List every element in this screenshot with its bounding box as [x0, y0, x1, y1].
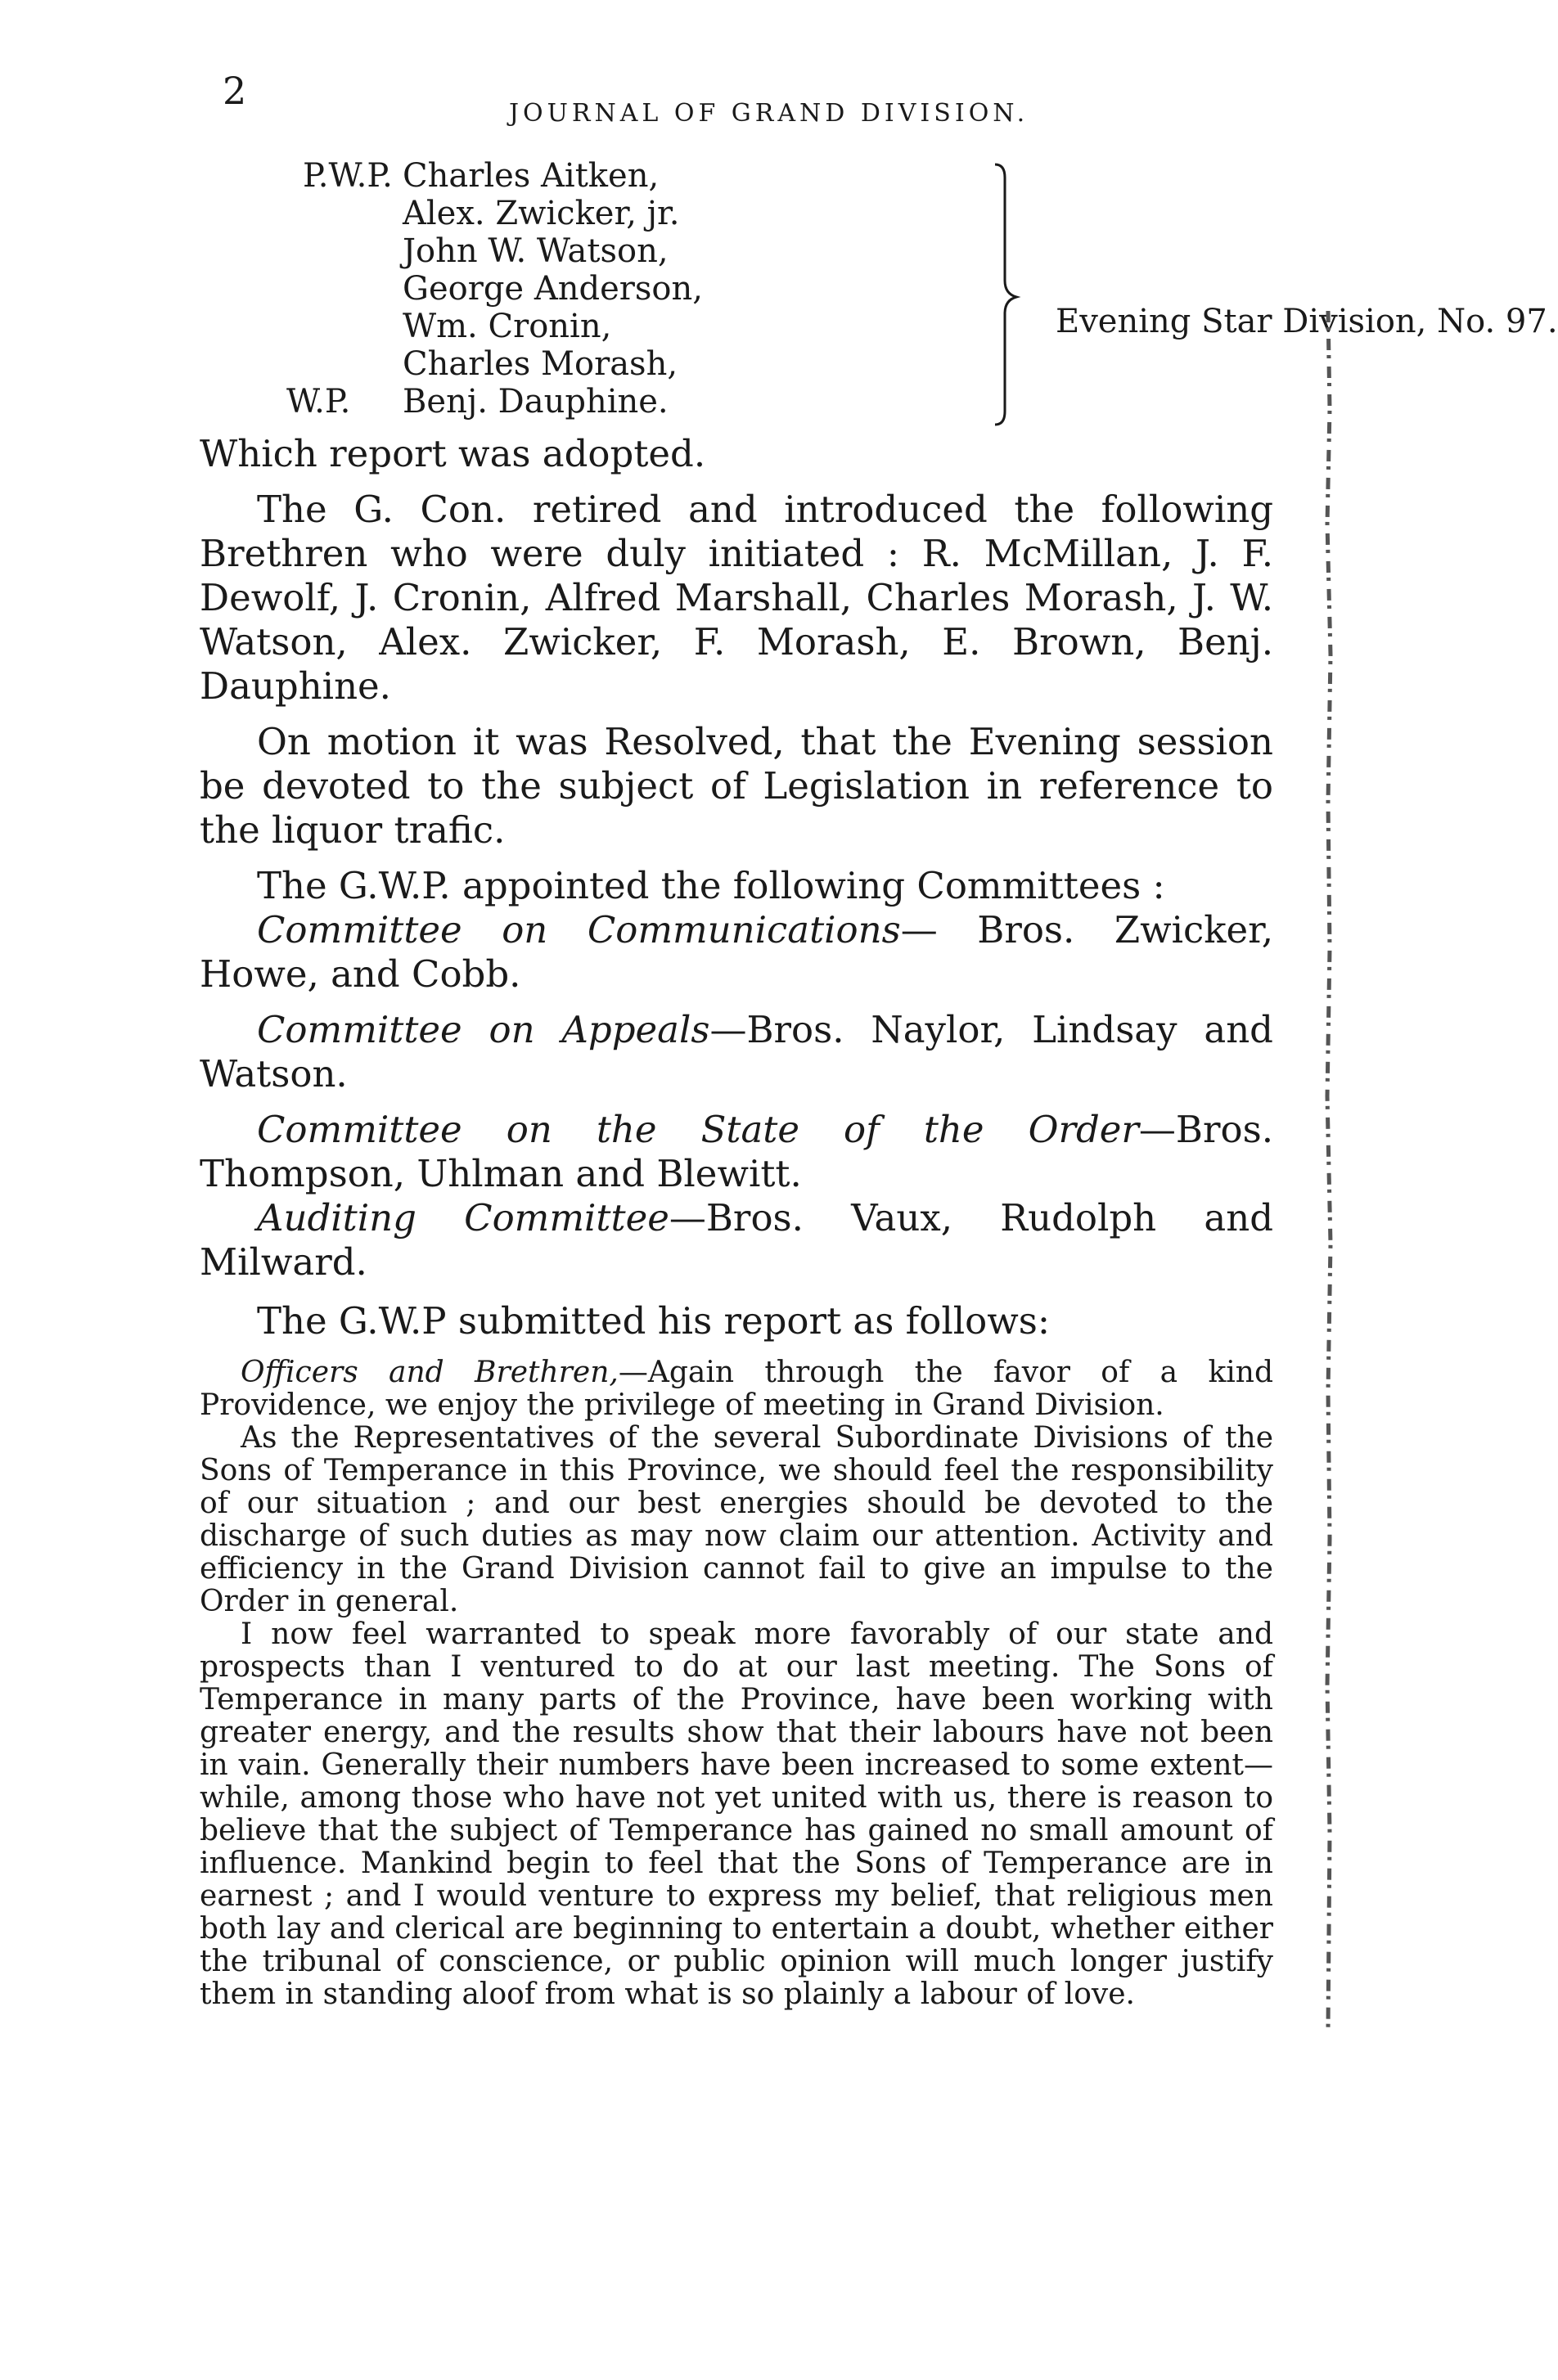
committee-members: —Bros. Thompson, Uhlman and Blewitt. [200, 1108, 1273, 1195]
committee-name: Auditing Committee [257, 1196, 669, 1239]
committee-members: — Bros. Zwicker, Howe, and Cobb. [200, 908, 1273, 996]
committee-name: Committee on Communications [257, 908, 901, 952]
officer-name: John W. Watson, [403, 232, 669, 270]
division-label: Evening Star Division, No. 97. [1056, 303, 1558, 340]
page-number: 2 [223, 69, 247, 113]
officer-row [286, 383, 669, 421]
committee-name: Committee on Appeals [257, 1008, 710, 1051]
committee-members: —Bros. Vaux, Rudolph and Milward. [200, 1196, 1274, 1284]
officer-row [403, 232, 669, 270]
officer-name: Charles Morash, [403, 345, 678, 383]
report-paragraph: As the Representatives of the several Subordinate Divisions of the Sons of Temperance in this Province, we should feel the responsibility of our situation ; and our best energies should be devoted to the discharge of such duties as may now claim our attention. Activity and efficiency in the Grand Division cannot fail to give an impulse to the Order in general. [200, 1421, 1273, 1618]
committee-name: Committee on the State of the Order [257, 1108, 1139, 1151]
officer-row [403, 345, 678, 383]
officer-row [403, 197, 679, 230]
right-brace-icon [992, 160, 1024, 430]
committee-auditing [200, 1196, 1273, 1284]
officer-name: George Anderson, [403, 270, 703, 308]
officer-title: W.P. [286, 383, 351, 421]
officer-row [303, 157, 660, 195]
paragraph-report-intro: The G.W.P submitted his report as follows: [257, 1299, 1051, 1343]
officer-row [403, 310, 611, 343]
officer-title: P.W.P. [303, 157, 393, 195]
committee-state-of-order [200, 1108, 1273, 1196]
report-salutation: Officers and Brethren, [241, 1356, 619, 1389]
committee-members: —Bros. Naylor, Lindsay and Watson. [200, 1008, 1273, 1096]
page-edge-shadow [1317, 311, 1341, 2029]
report-paragraph [200, 1356, 1273, 1422]
paragraph-committees-intro: The G.W.P. appointed the following Committees : [257, 864, 1165, 907]
report-opening-text: —Again through the favor of a kind Providence, we enjoy the privilege of meeting in Grand Division. [200, 1356, 1273, 1422]
paragraph-initiation: The G. Con. retired and introduced the following Brethren who were duly initiated : R. McMillan, J. F. Dewolf, J. Cronin, Alfred Marshall, Charles Morash, J. W. Watson, Alex. Zwicker, F. Morash, E. Brown, Benj. Dauphine. [200, 488, 1273, 708]
report-paragraph: I now feel warranted to speak more favorably of our state and prospects than I ventured to do at our last meeting. The Sons of Temperance in many parts of the Province, have been working with greater energy, and the results show that their labours have not been in vain. Generally their numbers have been increased to some extent—while, among those who have not yet united with us, there is reason to believe that the subject of Temperance has gained no small amount of influence. Mankind begin to feel that the Sons of Temperance are in earnest ; and I would venture to express my belief, that religious men both lay and clerical are beginning to entertain a doubt, whether either the tribunal of conscience, or public opinion will much longer justify them in standing aloof from what is so plainly a labour of love. [200, 1617, 1273, 2011]
committee-communications [200, 908, 1273, 997]
officer-name: Benj. Dauphine. [403, 383, 669, 421]
running-head: JOURNAL OF GRAND DIVISION. [509, 99, 1029, 128]
officer-name: Wm. Cronin, [403, 308, 612, 345]
officer-name: Charles Aitken, [403, 157, 660, 195]
minutes-section [200, 432, 1273, 2011]
committee-appeals [200, 1008, 1273, 1096]
officer-row [403, 270, 703, 308]
officer-name: Alex. Zwicker, jr. [403, 195, 680, 232]
paragraph-report-adopted: Which report was adopted. [200, 432, 706, 475]
paragraph-resolution: On motion it was Resolved, that the Evening session be devoted to the subject of Legislation in reference to the liquor trafic. [200, 720, 1273, 852]
officer-list [286, 157, 1558, 430]
gwp-report [200, 1356, 1273, 2011]
